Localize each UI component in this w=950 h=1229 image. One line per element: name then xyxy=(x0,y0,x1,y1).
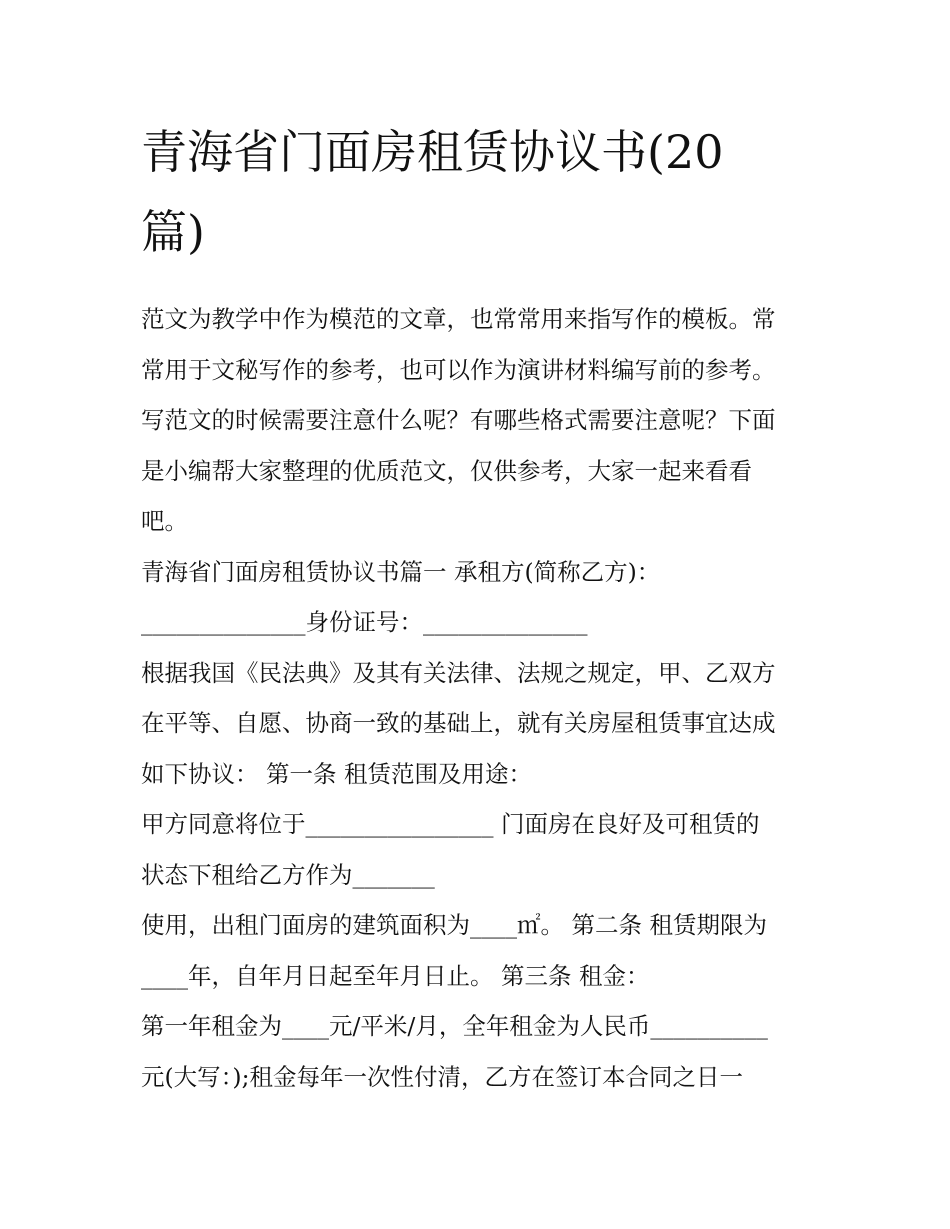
body-line-2: 常用于文秘写作的参考，也可以作为演讲材料编写前的参考。 xyxy=(141,355,776,384)
document-title-line-2: 篇) xyxy=(141,205,205,259)
body-line-1: 范文为教学中作为模范的文章，也常常用来指写作的模板。常 xyxy=(141,305,776,333)
document-title xyxy=(141,112,821,272)
document-title-line-1: 青海省门面房租赁协议书(20 xyxy=(141,125,724,179)
body-line-4: 是小编帮大家整理的优质范文，仅供参考，大家一起来看看 xyxy=(141,456,752,485)
body-line-13: 使用，出租门面房的建筑面积为____㎡。 第二条 租赁期限为 xyxy=(141,911,767,939)
document-page xyxy=(141,112,821,1102)
body-line-16: 元(大写：);租金每年一次性付清，乙方在签订本合同之日一 xyxy=(141,1062,744,1091)
body-line-15: 第一年租金为____元/平米/月，全年租金为人民币__________ xyxy=(141,1012,768,1040)
body-line-5: 吧。 xyxy=(141,507,188,535)
body-line-9: 在平等、自愿、协商一致的基础上，就有关房屋租赁事宜达成 xyxy=(141,709,776,737)
body-line-3: 写范文的时候需要注意什么呢？有哪些格式需要注意呢？下面 xyxy=(141,406,776,434)
body-line-11: 甲方同意将位于________________ 门面房在良好及可租赁的 xyxy=(141,810,760,838)
body-line-8: 根据我国《民法典》及其有关法律、法规之规定，甲、乙双方 xyxy=(141,658,776,687)
body-line-6: 青海省门面房租赁协议书篇一 承租方(简称乙方)： xyxy=(141,557,661,586)
body-line-10: 如下协议： 第一条 租赁范围及用途： xyxy=(141,759,532,788)
body-line-12: 状态下租给乙方作为_______ xyxy=(141,860,435,889)
document-body xyxy=(141,294,821,1102)
body-line-14: ____年，自年月日起至年月日止。 第三条 租金： xyxy=(141,961,650,990)
body-line-7: ______________身份证号：______________ xyxy=(141,608,588,636)
